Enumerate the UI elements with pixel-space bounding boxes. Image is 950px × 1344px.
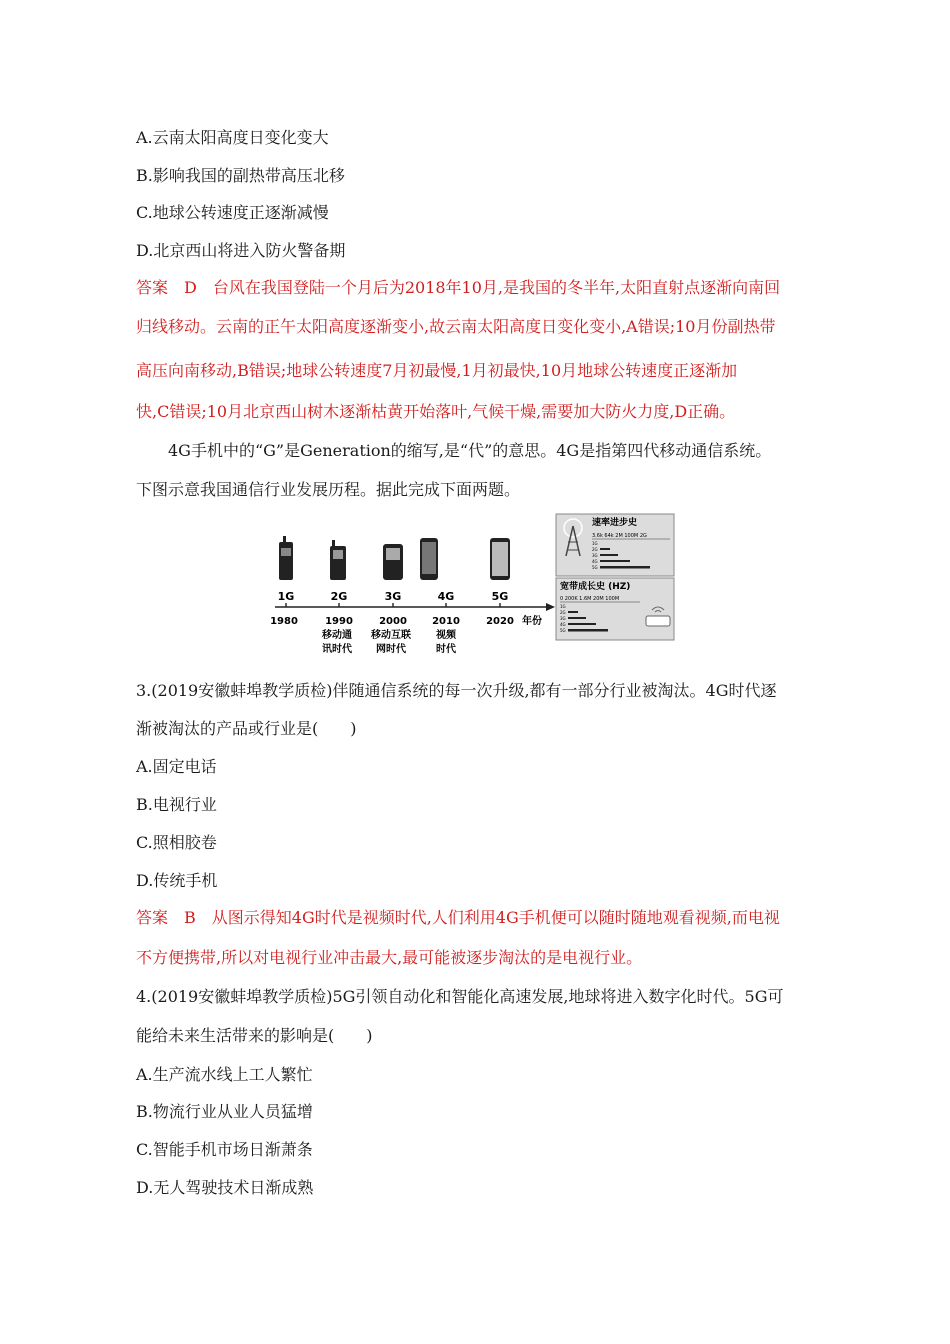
era-label: 视频 bbox=[436, 630, 456, 641]
answer-line: 高压向南移动,B错误;地球公转速度7月初最慢,1月初最快,10月地球公转速度正逐渐加 bbox=[136, 361, 738, 380]
speed-panel-title: 速率进步史 bbox=[592, 518, 638, 528]
year-label: 2020 bbox=[486, 616, 514, 627]
bandwidth-row-label: 1G bbox=[560, 604, 566, 609]
bandwidth-history-panel bbox=[556, 578, 674, 640]
speed-row-label: 1G bbox=[592, 541, 598, 546]
q4-option-d: D.无人驾驶技术日渐成熟 bbox=[136, 1178, 314, 1197]
year-label: 1980 bbox=[270, 616, 298, 627]
intro-line: 下图示意我国通信行业发展历程。据此完成下面两题。 bbox=[136, 480, 521, 499]
year-label: 1990 bbox=[325, 616, 353, 627]
bandwidth-row-label: 5G bbox=[560, 628, 566, 633]
option-b-prev: B.影响我国的副热带高压北移 bbox=[136, 166, 345, 185]
answer-line: 归线移动。云南的正午太阳高度逐渐变小,故云南太阳高度日变化变小,A错误;10月份副热带 bbox=[136, 317, 776, 336]
gen-label: 2G bbox=[330, 590, 348, 603]
gen-label: 1G bbox=[277, 590, 295, 603]
speed-panel-ticks: 3.6k 64k 2M 100M 2G bbox=[592, 533, 647, 539]
year-label: 2010 bbox=[432, 616, 460, 627]
q3-stem: 3.(2019安徽蚌埠教学质检)伴随通信系统的每一次升级,都有一部分行业被淘汰。4G时代逐 bbox=[136, 681, 777, 700]
option-d-prev: D.北京西山将进入防火警备期 bbox=[136, 241, 346, 260]
telecom-history-figure bbox=[270, 512, 680, 662]
q3-answer: 答案 B 从图示得知4G时代是视频时代,人们利用4G手机便可以随时随地观看视频,而电视 bbox=[136, 908, 780, 927]
bandwidth-panel-title: 宽带成长史 (HZ) bbox=[560, 582, 631, 592]
axis-unit-label: 年份 bbox=[522, 616, 542, 627]
bandwidth-row-label: 3G bbox=[560, 616, 566, 621]
q3-stem: 渐被淘汰的产品或行业是( ) bbox=[136, 719, 357, 738]
bandwidth-row-label: 4G bbox=[560, 622, 566, 627]
phone-4g-icon bbox=[420, 538, 438, 580]
era-label: 讯时代 bbox=[322, 644, 352, 655]
year-label: 2000 bbox=[379, 616, 407, 627]
speed-row-label: 5G bbox=[592, 565, 598, 570]
q4-stem: 4.(2019安徽蚌埠教学质检)5G引领自动化和智能化高速发展,地球将进入数字化时代。5G可 bbox=[136, 987, 784, 1006]
phone-1g-icon bbox=[279, 536, 293, 580]
option-a-prev: A.云南太阳高度日变化变大 bbox=[136, 128, 329, 147]
q4-option-b: B.物流行业从业人员猛增 bbox=[136, 1102, 313, 1121]
era-label: 移动互联 bbox=[371, 630, 411, 641]
q3-answer: 不方便携带,所以对电视行业冲击最大,最可能被逐步淘汰的是电视行业。 bbox=[136, 948, 643, 967]
q4-option-a: A.生产流水线上工人繁忙 bbox=[136, 1065, 313, 1084]
phone-5g-icon bbox=[490, 538, 510, 580]
phone-2g-icon bbox=[330, 540, 346, 580]
speed-row-label: 2G bbox=[592, 547, 598, 552]
speed-history-panel bbox=[556, 514, 674, 576]
q3-option-c: C.照相胶卷 bbox=[136, 833, 217, 852]
answer-line: 快,C错误;10月北京西山树木逐渐枯黄开始落叶,气候干燥,需要加大防火力度,D正确。 bbox=[136, 402, 736, 421]
era-label: 时代 bbox=[436, 644, 456, 655]
q4-stem: 能给未来生活带来的影响是( ) bbox=[136, 1026, 373, 1045]
q3-option-d: D.传统手机 bbox=[136, 871, 218, 890]
bandwidth-panel-ticks: 0 200K 1.6M 20M 100M bbox=[560, 596, 620, 602]
bandwidth-row-label: 2G bbox=[560, 610, 566, 615]
gen-label: 5G bbox=[491, 590, 509, 603]
q3-option-b: B.电视行业 bbox=[136, 795, 217, 814]
speed-row-label: 4G bbox=[592, 559, 598, 564]
phone-3g-icon bbox=[383, 544, 403, 580]
gen-label: 4G bbox=[437, 590, 455, 603]
q4-option-c: C.智能手机市场日渐萧条 bbox=[136, 1140, 313, 1159]
era-label: 移动通 bbox=[322, 630, 352, 641]
era-label: 网时代 bbox=[376, 644, 406, 655]
option-c-prev: C.地球公转速度正逐渐减慢 bbox=[136, 203, 329, 222]
gen-label: 3G bbox=[384, 590, 402, 603]
q3-option-a: A.固定电话 bbox=[136, 757, 217, 776]
answer-line: 答案 D 台风在我国登陆一个月后为2018年10月,是我国的冬半年,太阳直射点逐渐向南回 bbox=[136, 278, 781, 297]
intro-line: 4G手机中的“G”是Generation的缩写,是“代”的意思。4G是指第四代移动通信系统。 bbox=[168, 441, 772, 460]
axis-arrow-icon bbox=[546, 603, 555, 611]
speed-row-label: 3G bbox=[592, 553, 598, 558]
